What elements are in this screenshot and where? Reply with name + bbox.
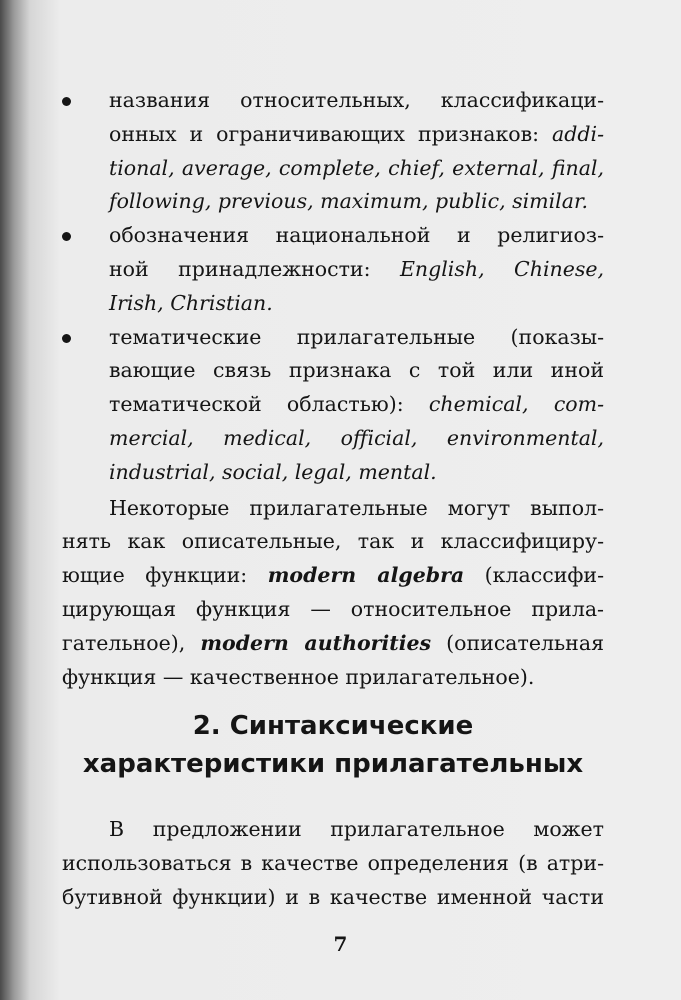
text-line: Irish, Christian. bbox=[109, 290, 273, 315]
text-line: industrial, social, legal, mental. bbox=[109, 459, 437, 484]
page-number: 7 bbox=[333, 932, 348, 956]
text-line: tional, average, complete, chief, external, final, bbox=[109, 155, 604, 180]
text-line: онных и ограничивающих признаков: addi- bbox=[109, 121, 604, 146]
text-line: ющие функции: modern algebra (классифи- bbox=[62, 563, 604, 588]
text-line: использоваться в качестве определения (в атри- bbox=[62, 850, 604, 875]
text-line: Некоторые прилагательные могут выпол- bbox=[109, 495, 604, 520]
text-line: ной принадлежности: English, Chinese, bbox=[109, 256, 604, 281]
page-body bbox=[62, 84, 604, 694]
bullet-item-1 bbox=[62, 84, 604, 219]
paragraph-syntax-intro bbox=[62, 813, 604, 914]
text-line: mercial, medical, official, environmental, bbox=[109, 425, 604, 450]
paragraph-adjective-functions bbox=[62, 492, 604, 695]
bullet-item-2 bbox=[62, 219, 604, 320]
text-line: гательное), modern authorities (описательная bbox=[62, 630, 604, 655]
bullet-dot-icon bbox=[62, 97, 71, 106]
text-line: В предложении прилагательное может bbox=[109, 817, 604, 841]
text-line: тематические прилагательные (показы- bbox=[109, 324, 604, 349]
text-line: цирующая функция — относительное прила- bbox=[62, 596, 604, 621]
section-heading bbox=[62, 707, 604, 783]
heading-line-1: 2. Синтаксические bbox=[192, 711, 474, 741]
bullet-dot-icon bbox=[62, 334, 71, 343]
bullet-item-3 bbox=[62, 321, 604, 490]
text-line: тематической областью): chemical, com- bbox=[109, 392, 605, 417]
text-line: названия относительных, классификаци- bbox=[109, 88, 604, 112]
text-line: нять как описательные, так и классифициру- bbox=[62, 529, 604, 554]
bullet-dot-icon bbox=[62, 232, 71, 241]
text-line: following, previous, maximum, public, similar. bbox=[109, 189, 589, 214]
text-line: обозначения национальной и религиоз- bbox=[109, 223, 604, 248]
heading-line-2: характеристики прилагательных bbox=[82, 749, 584, 779]
text-line: бутивной функции) и в качестве именной части bbox=[62, 884, 604, 909]
text-line: вающие связь признака с той или иной bbox=[109, 358, 604, 383]
text-line: функция — качественное прилагательное). bbox=[62, 664, 535, 689]
